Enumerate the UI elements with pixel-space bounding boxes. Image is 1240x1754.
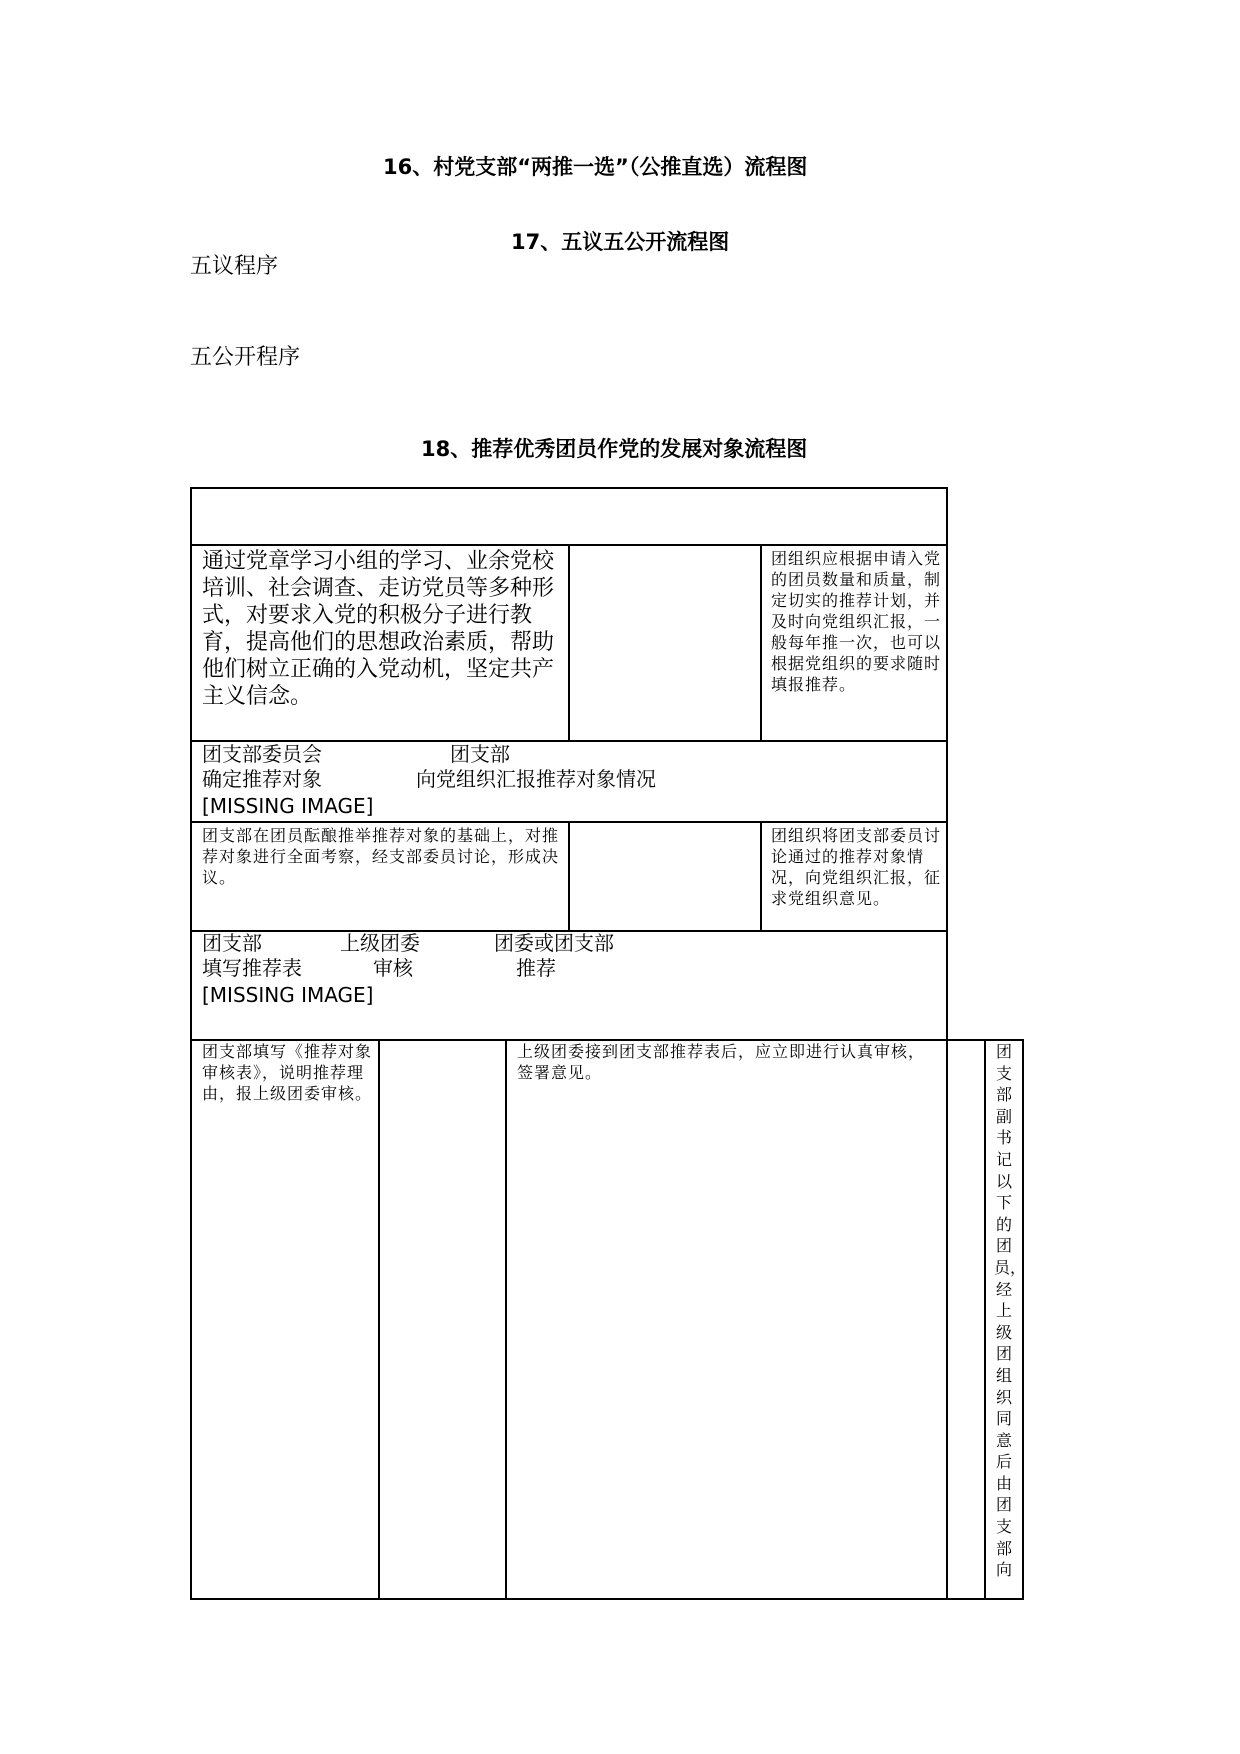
row5-recommend-label: 推荐: [516, 956, 556, 980]
col-divider: [760, 822, 762, 930]
extra-column-divider: [984, 1040, 986, 1599]
row5-fill-form-label: 填写推荐表: [202, 956, 302, 980]
col-divider: [568, 822, 570, 930]
heading-18: 18、推荐优秀团员作党的发展对象流程图: [421, 437, 808, 461]
col-divider: [568, 545, 570, 740]
row6-upper-review-text: 上级团委接到团支部推荐表后，应立即进行认真审核，签署意见。: [517, 1042, 926, 1082]
row5-branch-label: 团支部: [202, 931, 262, 955]
row5-audit-label: 审核: [373, 956, 413, 980]
label-wugongkai: 五公开程序: [190, 345, 301, 370]
label-wuyi: 五议程序: [190, 254, 279, 279]
col-divider: [378, 1040, 380, 1599]
row5-committee-or-branch-label: 团委或团支部: [494, 931, 614, 955]
row3-missing-image: [MISSING IMAGE]: [202, 794, 374, 818]
col-divider: [505, 1040, 507, 1599]
row6-fill-table-text: 团支部填写《推荐对象审核表》，说明推荐理由，报上级团委审核。: [202, 1042, 373, 1103]
row4-report-text: 团组织将团支部委员讨论通过的推荐对象情况，向党组织汇报，征求党组织意见。: [771, 826, 942, 908]
row3-committee-label: 团支部委员会: [202, 742, 322, 766]
row2-education-text: 通过党章学习小组的学习、业余党校培训、社会调查、走访党员等多种形式，对要求入党的积极分子进行教育，提高他们的思想政治素质，帮助他们树立正确的入党动机，坚定共产主义信念。: [202, 549, 555, 709]
row2-plan-text: 团组织应根据申请入党的团员数量和质量，制定切实的推荐计划，并及时向党组织汇报，一般每年推一次，也可以根据党组织的要求随时填报推荐。: [771, 549, 942, 694]
heading-16: 16、村党支部“两推一选”（公推直选）流程图: [383, 155, 808, 179]
row3-determine-label: 确定推荐对象: [202, 767, 322, 791]
heading-17: 17、五议五公开流程图: [511, 230, 730, 254]
row5-missing-image: [MISSING IMAGE]: [202, 983, 374, 1007]
col-divider: [760, 545, 762, 740]
row3-branch-label: 团支部: [450, 742, 510, 766]
row6-vertical-text: 团支部副书记以下的团员，经上级团组织同意后由团支部向: [994, 1042, 1027, 1580]
row3-report-label: 向党组织汇报推荐对象情况: [416, 767, 656, 791]
row4-review-text: 团支部在团员酝酿推举推荐对象的基础上，对推荐对象进行全面考察，经支部委员讨论，形成决议。: [202, 826, 560, 887]
row5-upper-committee-label: 上级团委: [340, 931, 420, 955]
